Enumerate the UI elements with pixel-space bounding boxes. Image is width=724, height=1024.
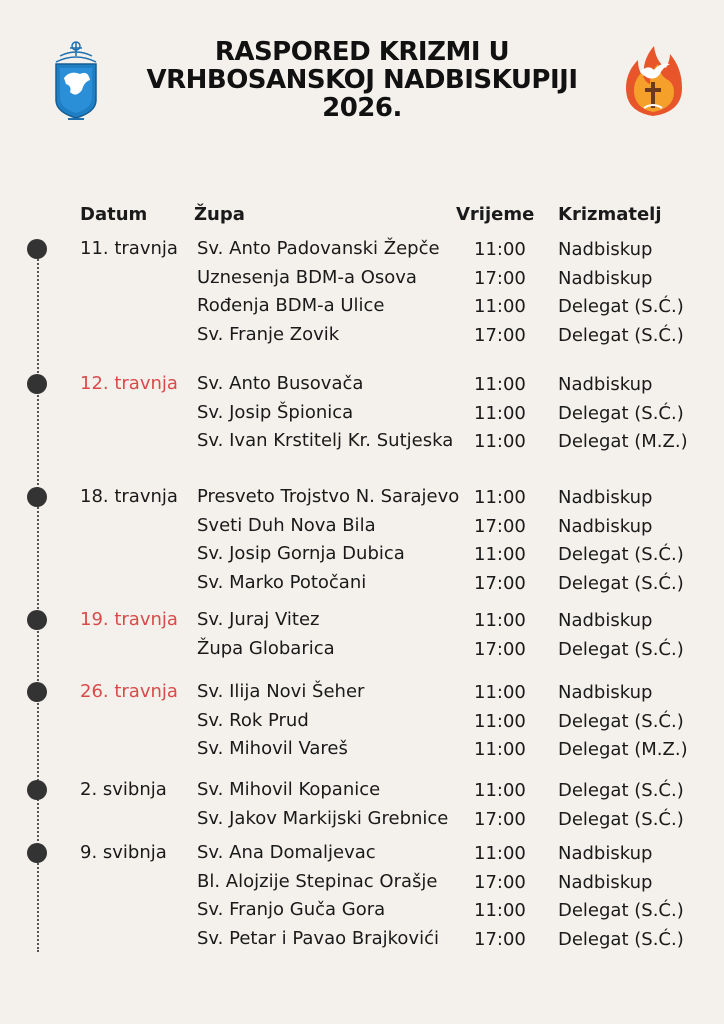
timeline-dot — [27, 374, 47, 394]
parish-name: Sv. Josip Špionica — [197, 402, 354, 423]
mass-time: 17:00 — [474, 573, 526, 594]
confirmer-name: Delegat (S.Ć.) — [558, 573, 684, 594]
parish-name: Sveti Duh Nova Bila — [197, 515, 376, 536]
confirmer-name: Delegat (S.Ć.) — [558, 403, 684, 424]
confirmer-name: Delegat (S.Ć.) — [558, 544, 684, 565]
mass-time: 17:00 — [474, 809, 526, 830]
timeline-dot — [27, 682, 47, 702]
confirmer-name: Delegat (M.Z.) — [558, 739, 688, 760]
parish-name: Sv. Rok Prud — [197, 710, 309, 731]
confirmer-name: Nadbiskup — [558, 872, 653, 893]
parish-name: Sv. Josip Gornja Dubica — [197, 543, 405, 564]
confirmer-name: Nadbiskup — [558, 268, 653, 289]
parish-name: Župa Globarica — [197, 638, 335, 659]
parish-name: Sv. Anto Busovača — [197, 373, 364, 394]
parish-name: Presveto Trojstvo N. Sarajevo — [197, 486, 460, 507]
parish-name: Sv. Ana Domaljevac — [197, 842, 376, 863]
parish-name: Sv. Juraj Vitez — [197, 609, 320, 630]
confirmer-name: Delegat (S.Ć.) — [558, 711, 684, 732]
mass-time: 11:00 — [474, 780, 526, 801]
confirmer-name: Nadbiskup — [558, 843, 653, 864]
schedule-date: 9. svibnja — [80, 842, 167, 863]
parish-name: Rođenja BDM-a Ulice — [197, 295, 385, 316]
confirmer-name: Delegat (M.Z.) — [558, 431, 688, 452]
timeline-dot — [27, 780, 47, 800]
mass-time: 11:00 — [474, 431, 526, 452]
confirmer-name: Delegat (S.Ć.) — [558, 296, 684, 317]
confirmer-name: Delegat (S.Ć.) — [558, 809, 684, 830]
schedule-date: 26. travnja — [80, 681, 178, 702]
parish-name: Sv. Mihovil Vareš — [197, 738, 348, 759]
parish-name: Sv. Franje Zovik — [197, 324, 340, 345]
title-line-2: VRHBOSANSKOJ NADBISKUPIJI — [146, 65, 578, 95]
mass-time: 11:00 — [474, 296, 526, 317]
mass-time: 11:00 — [474, 711, 526, 732]
parish-name: Sv. Jakov Markijski Grebnice — [197, 808, 449, 829]
mass-time: 11:00 — [474, 682, 526, 703]
confirmer-name: Delegat (S.Ć.) — [558, 325, 684, 346]
schedule-date: 12. travnja — [80, 373, 178, 394]
confirmer-name: Nadbiskup — [558, 516, 653, 537]
header-parish: Župa — [194, 204, 245, 225]
mass-time: 11:00 — [474, 403, 526, 424]
parish-name: Sv. Ilija Novi Šeher — [197, 681, 365, 702]
confirmer-name: Delegat (S.Ć.) — [558, 780, 684, 801]
schedule-date: 2. svibnja — [80, 779, 167, 800]
archdiocese-coat-of-arms-icon — [50, 40, 102, 122]
mass-time: 11:00 — [474, 739, 526, 760]
parish-name: Sv. Franjo Guča Gora — [197, 899, 386, 920]
title-line-1: RASPORED KRIZMI U — [214, 37, 510, 67]
mass-time: 11:00 — [474, 900, 526, 921]
mass-time: 17:00 — [474, 268, 526, 289]
mass-time: 11:00 — [474, 544, 526, 565]
mass-time: 17:00 — [474, 872, 526, 893]
confirmer-name: Nadbiskup — [558, 239, 653, 260]
schedule-date: 19. travnja — [80, 609, 178, 630]
schedule-date: 11. travnja — [80, 238, 178, 259]
mass-time: 11:00 — [474, 610, 526, 631]
parish-name: Sv. Petar i Pavao Brajkovići — [197, 928, 439, 949]
confirmer-name: Delegat (S.Ć.) — [558, 900, 684, 921]
title-line-3: 2026. — [322, 93, 402, 123]
page-title — [130, 38, 594, 122]
parish-name: Uznesenja BDM-a Osova — [197, 267, 417, 288]
timeline-dot — [27, 487, 47, 507]
mass-time: 11:00 — [474, 374, 526, 395]
parish-name: Sv. Ivan Krstitelj Kr. Sutjeska — [197, 430, 454, 451]
confirmer-name: Nadbiskup — [558, 487, 653, 508]
timeline-dot — [27, 843, 47, 863]
timeline-dot — [27, 239, 47, 259]
parish-name: Bl. Alojzije Stepinac Orašje — [197, 871, 438, 892]
header-time: Vrijeme — [456, 204, 535, 225]
timeline-dot — [27, 610, 47, 630]
mass-time: 17:00 — [474, 516, 526, 537]
mass-time: 11:00 — [474, 843, 526, 864]
confirmer-name: Nadbiskup — [558, 682, 653, 703]
parish-name: Sv. Marko Potočani — [197, 572, 367, 593]
schedule-date: 18. travnja — [80, 486, 178, 507]
parish-name: Sv. Mihovil Kopanice — [197, 779, 381, 800]
mass-time: 17:00 — [474, 639, 526, 660]
mass-time: 17:00 — [474, 325, 526, 346]
confirmer-name: Nadbiskup — [558, 610, 653, 631]
header-confirmer: Krizmatelj — [558, 204, 662, 225]
confirmer-name: Delegat (S.Ć.) — [558, 929, 684, 950]
header-date: Datum — [80, 204, 148, 225]
confirmer-name: Delegat (S.Ć.) — [558, 639, 684, 660]
mass-time: 17:00 — [474, 929, 526, 950]
confirmer-name: Nadbiskup — [558, 374, 653, 395]
mass-time: 11:00 — [474, 487, 526, 508]
holy-spirit-dove-flame-icon — [620, 42, 686, 118]
parish-name: Sv. Anto Padovanski Žepče — [197, 238, 440, 259]
mass-time: 11:00 — [474, 239, 526, 260]
